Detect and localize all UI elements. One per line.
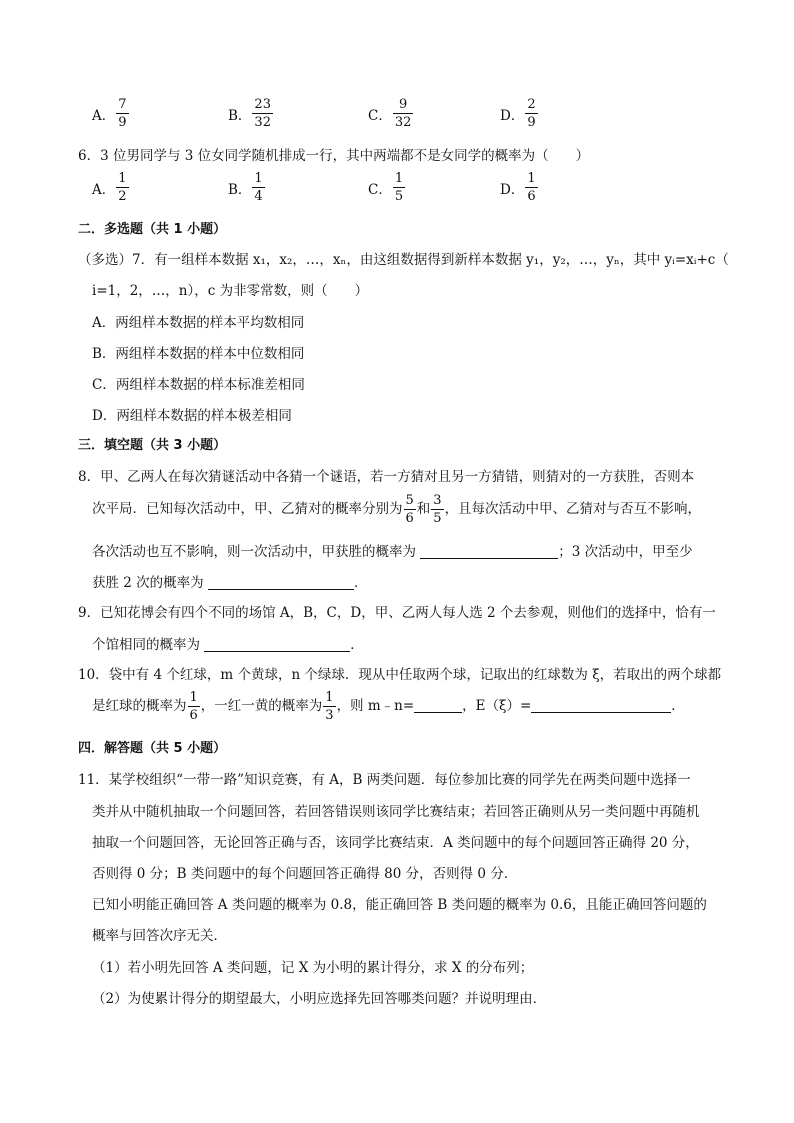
q5-option-c: C． $\frac{9}{32}$ [368,97,412,130]
q8-line4: 获胜 2 次的概率为 ． [92,575,368,591]
answer-blank[interactable] [208,575,354,590]
fraction: $\frac{1}{6}$ [527,171,536,204]
answer-blank[interactable] [531,698,671,713]
q11-line: 概率与回答次序无关． [92,928,227,944]
q6-option-a: A． $\frac{1}{2}$ [92,171,127,204]
q11-subquestion-2: （2）为使累计得分的期望最大，小明应选择先回答哪类问题？并说明理由． [92,991,547,1007]
q6-option-d: D． $\frac{1}{6}$ [500,171,536,204]
q6-option-c: C． $\frac{1}{5}$ [368,171,404,204]
q7-option-a: A．两组样本数据的样本平均数相同 [92,315,305,331]
q6-option-b: B． $\frac{1}{4}$ [228,171,263,204]
q7-stem-line1: （多选）7．有一组样本数据 x₁，x₂，…，xₙ，由这组数据得到新样本数据 y₁，y₂，…，yₙ，其中 yᵢ=xᵢ+c（ [78,252,729,268]
q11-subquestion-1: （1）若小明先回答 A 类问题，记 X 为小明的累计得分，求 X 的分布列； [92,960,534,976]
fraction: $\frac{1}{2}$ [118,171,127,204]
q8-line1: 8．甲、乙两人在每次猜谜活动中各猜一个谜语，若一方猜对且另一方猜错，则猜对的一方获胜，否则本 [78,469,695,485]
q7-option-c: C．两组样本数据的样本标准差相同 [92,377,305,393]
q7-stem-line2: i=1，2，…，n），c 为非零常数，则（ ） [92,283,369,299]
fraction: $\frac{1}{3}$ [325,690,334,723]
section-heading-multiple-choice: 二．多选题（共 1 小题） [78,222,227,237]
fraction: $\frac{3}{5}$ [433,493,442,526]
q11-line: 类并从中随机抽取一个问题回答，若回答错误则该同学比赛结束；若回答正确则从另一类问题中再随机 [92,804,700,820]
fraction: $\frac{23}{32}$ [254,97,271,130]
section-heading-fill-blank: 三．填空题（共 3 小题） [78,438,227,453]
q11-line: 11．某学校组织“一带一路”知识竞赛，有 A，B 两类问题．每位参加比赛的同学先在两类问题中选择一 [78,772,691,788]
fraction: $\frac{1}{5}$ [394,171,404,204]
fraction: $\frac{2}{9}$ [527,97,536,130]
q5-option-b: B． $\frac{23}{32}$ [228,97,271,130]
fraction: $\frac{5}{6}$ [405,493,414,526]
q9-line2: 个馆相同的概率为 ． [92,637,364,653]
q6-stem: 6．3 位男同学与 3 位女同学随机排成一行，其中两端都不是女同学的概率为（ ） [78,148,590,164]
q5-option-a: A． $\frac{7}{9}$ [92,97,127,130]
q11-line: 否则得 0 分；B 类问题中的每个问题回答正确得 80 分，否则得 0 分． [92,866,518,882]
q7-option-d: D．两组样本数据的样本极差相同 [92,408,292,424]
q9-line1: 9．已知花博会有四个不同的场馆 A，B，C，D，甲、乙两人每人选 2 个去参观，则他们的选择中，恰有一 [78,605,716,621]
q10-line2: 是红球的概率为 $\frac{1}{6}$ ，一红一黄的概率为 $\frac{1}{3}$ ，则 m﹣n= ，E（ξ）= ． [92,690,685,723]
fraction: $\frac{1}{4}$ [254,171,263,204]
fraction: $\frac{7}{9}$ [118,97,127,130]
q5-option-d: D． $\frac{2}{9}$ [500,97,536,130]
section-heading-solution: 四．解答题（共 5 小题） [78,741,227,756]
q11-line: 已知小明能正确回答 A 类问题的概率为 0.8，能正确回答 B 类问题的概率为 0.6，且能正确回答问题的 [92,897,707,913]
answer-blank[interactable] [204,637,350,652]
q8-line3: 各次活动也互不影响，则一次活动中，甲获胜的概率为 ；3 次活动中，甲至少 [92,544,693,560]
q8-line2: 次平局．已知每次活动中，甲、乙猜对的概率分别为 $\frac{5}{6}$ 和 $\frac{3}{5}$ ，且每次活动中甲、乙猜对与否互不影响， [92,493,702,526]
q7-option-b: B．两组样本数据的样本中位数相同 [92,346,305,362]
fraction: $\frac{9}{32}$ [394,97,412,130]
q11-line: 抽取一个问题回答，无论回答正确与否，该同学比赛结束．A 类问题中的每个问题回答正确得 20 分， [92,835,699,851]
fraction: $\frac{1}{6}$ [189,690,198,723]
answer-blank[interactable] [420,544,558,559]
q10-line1: 10．袋中有 4 个红球，m 个黄球，n 个绿球．现从中任取两个球，记取出的红球数为 ξ，若取出的两个球都 [78,667,722,683]
answer-blank[interactable] [414,698,462,713]
